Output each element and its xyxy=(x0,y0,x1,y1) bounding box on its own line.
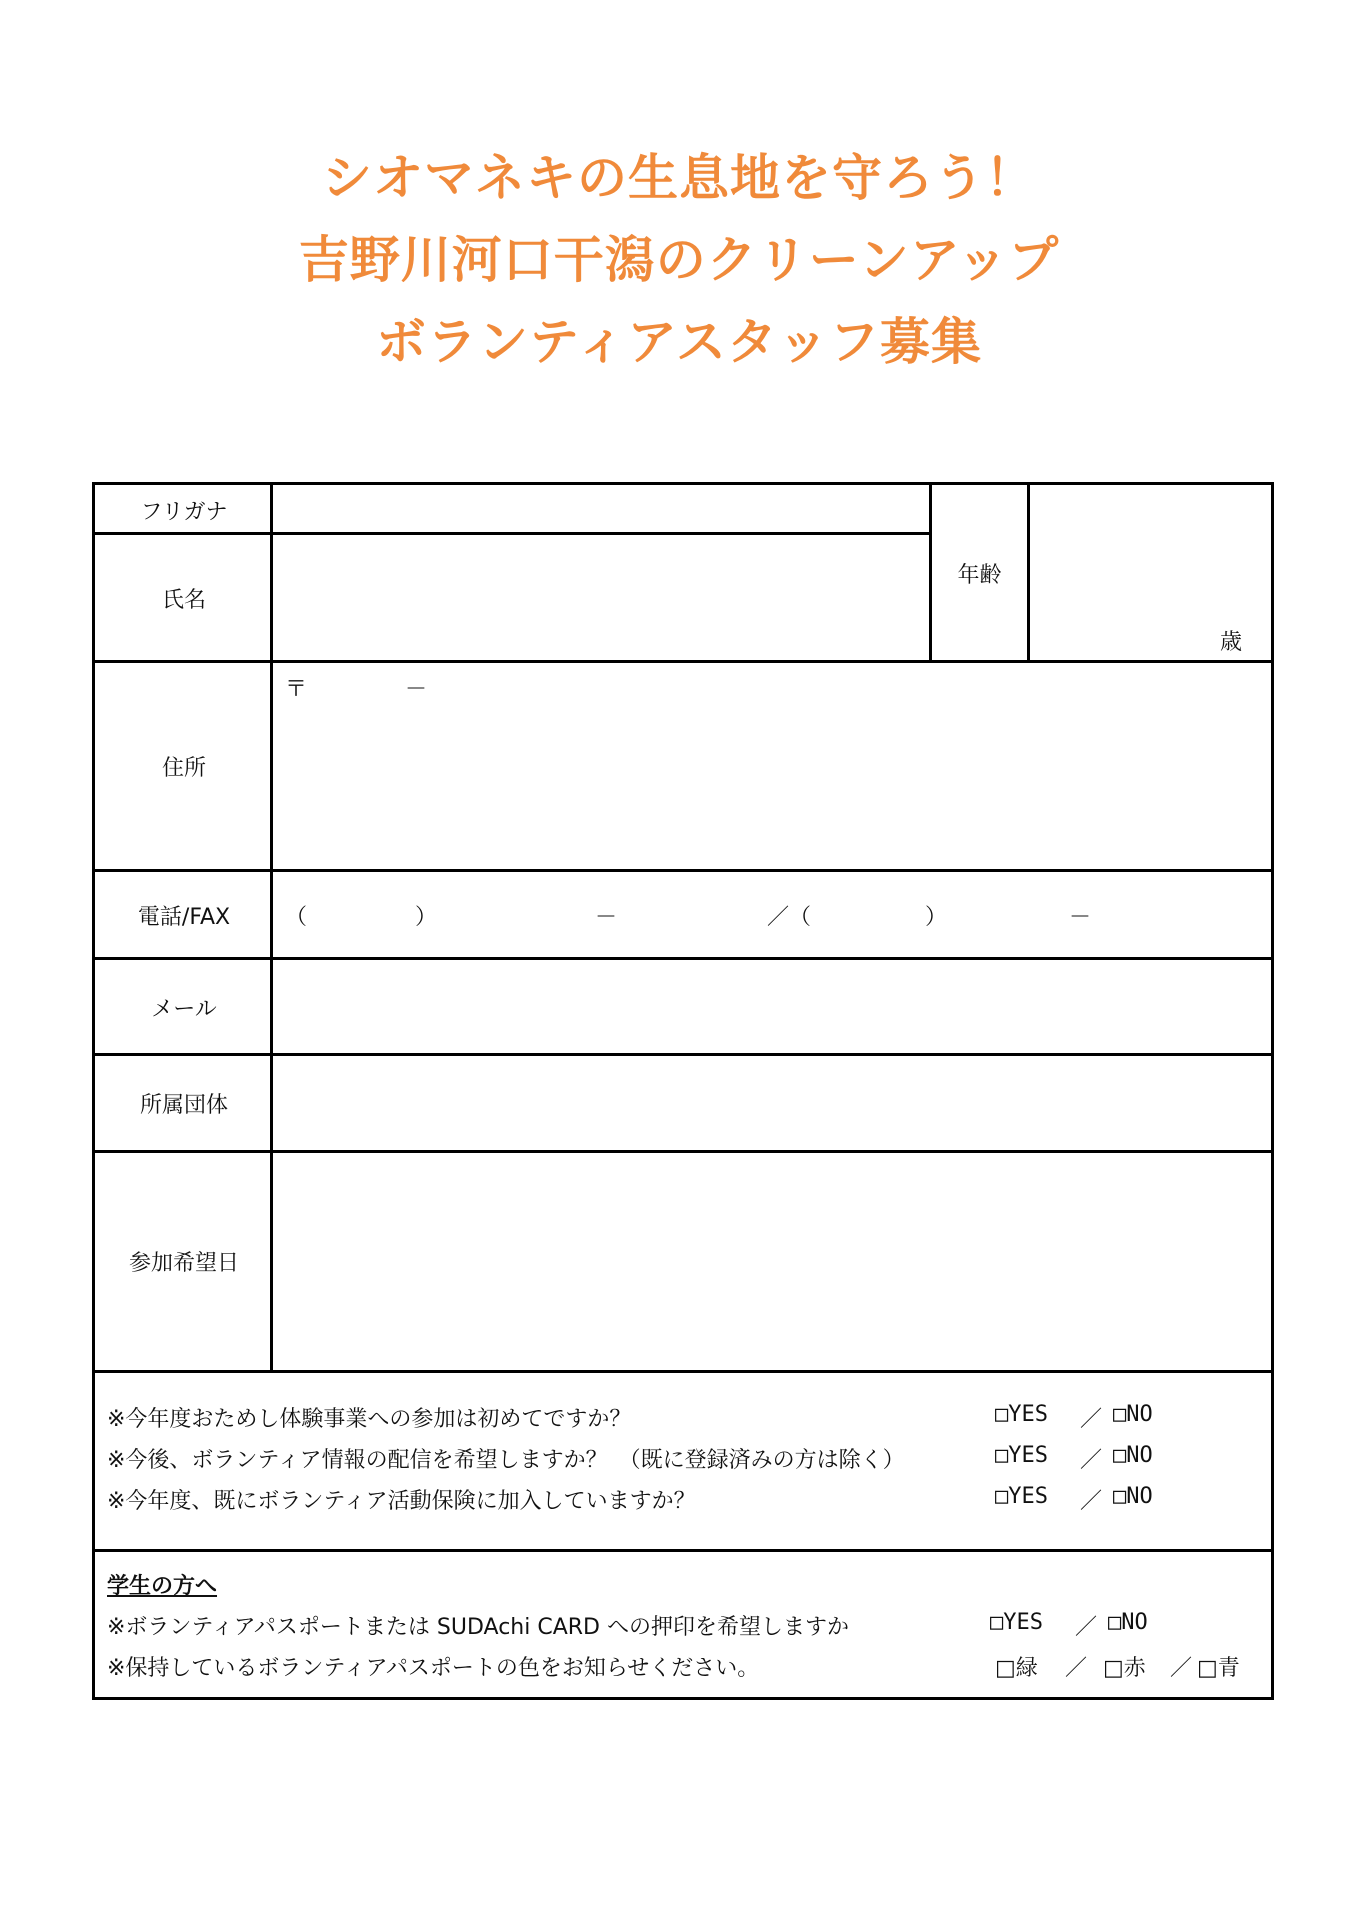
passport-red-checkbox[interactable]: □赤 xyxy=(1103,1656,1146,1681)
application-form xyxy=(92,482,1274,1700)
phone-label: 電話/FAX xyxy=(137,905,231,930)
age-input[interactable] xyxy=(1030,485,1271,660)
question-3-no-checkbox[interactable]: □NO xyxy=(1113,1484,1153,1509)
question-1-separator: ／ xyxy=(1080,1407,1103,1432)
student-question-1-text: ※ボランティアパスポートまたは SUDAchi CARD への押印を希望しますか xyxy=(107,1615,849,1640)
question-1-no-checkbox[interactable]: □NO xyxy=(1113,1402,1153,1427)
age-unit: 歳 xyxy=(1220,630,1243,655)
title-line-2: 吉野川河口干潟のクリーンアップ xyxy=(298,231,1060,289)
students-heading: 学生の方へ xyxy=(107,1574,218,1599)
question-1-text: ※今年度おためし体験事業への参加は初めてですか？ xyxy=(107,1407,632,1432)
student-question-1-separator: ／ xyxy=(1075,1615,1098,1640)
mail-input[interactable] xyxy=(273,960,1271,1053)
furigana-label: フリガナ xyxy=(140,500,228,525)
name-label: 氏名 xyxy=(161,588,206,613)
row-divider-questions xyxy=(95,1549,1271,1552)
group-input[interactable] xyxy=(273,1056,1271,1150)
postal-dash: － xyxy=(405,677,428,702)
name-input[interactable] xyxy=(273,535,929,660)
phone-open-paren: （ xyxy=(285,905,308,930)
date-input[interactable] xyxy=(273,1153,1271,1370)
group-label: 所属団体 xyxy=(139,1093,228,1118)
row-divider-date xyxy=(95,1370,1271,1373)
title-line-3: ボランティアスタッフ募集 xyxy=(376,313,982,371)
passport-green-checkbox[interactable]: □緑 xyxy=(995,1656,1038,1681)
question-2-yes-checkbox[interactable]: □YES xyxy=(995,1443,1048,1468)
passport-blue-checkbox[interactable]: □青 xyxy=(1197,1656,1240,1681)
student-question-2-text: ※保持しているボランティアパスポートの色をお知らせください。 xyxy=(107,1656,760,1681)
mail-label: メール xyxy=(151,997,217,1022)
question-3-text: ※今年度、既にボランティア活動保険に加入していますか？ xyxy=(107,1489,696,1514)
address-label: 住所 xyxy=(161,756,206,781)
passport-separator-1: ／ xyxy=(1065,1656,1088,1681)
fax-close-paren: ） xyxy=(925,905,948,930)
furigana-input[interactable] xyxy=(273,485,929,532)
student-question-1-no-checkbox[interactable]: □NO xyxy=(1108,1610,1148,1635)
question-2-separator: ／ xyxy=(1080,1448,1103,1473)
question-2-no-checkbox[interactable]: □NO xyxy=(1113,1443,1153,1468)
question-1-yes-checkbox[interactable]: □YES xyxy=(995,1402,1048,1427)
student-question-1-yes-checkbox[interactable]: □YES xyxy=(990,1610,1043,1635)
postal-mark: 〒 xyxy=(285,677,308,702)
fax-dash: － xyxy=(1069,905,1092,930)
phone-dash: － xyxy=(595,905,618,930)
phone-close-paren: ） xyxy=(415,905,438,930)
age-label: 年齢 xyxy=(957,563,1002,588)
fax-separator: ／（ xyxy=(767,905,812,930)
passport-separator-2: ／ xyxy=(1170,1656,1193,1681)
date-label: 参加希望日 xyxy=(128,1251,239,1276)
title-line-1: シオマネキの生息地を守ろう！ xyxy=(322,149,1036,207)
question-2-text: ※今後、ボランティア情報の配信を希望しますか？ （既に登録済みの方は除く） xyxy=(107,1448,905,1473)
question-3-separator: ／ xyxy=(1080,1489,1103,1514)
question-3-yes-checkbox[interactable]: □YES xyxy=(995,1484,1048,1509)
